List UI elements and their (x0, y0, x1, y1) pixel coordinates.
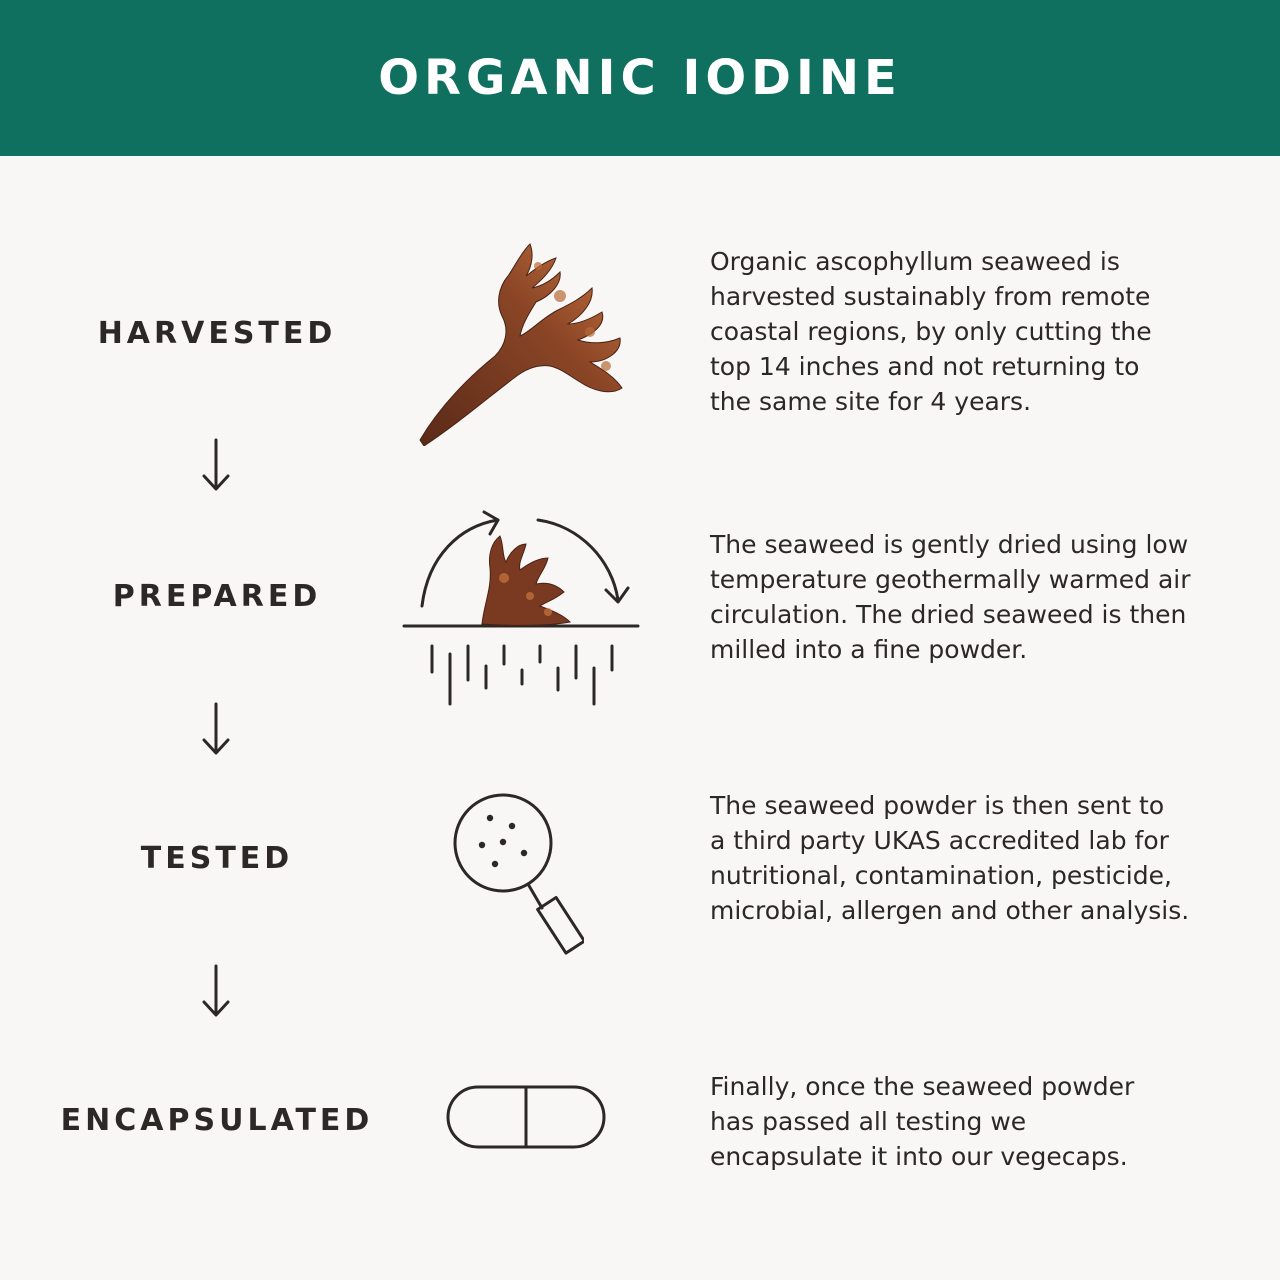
magnifying-glass-icon (450, 790, 584, 962)
page-title: ORGANIC IODINE (378, 50, 902, 106)
step-label-prepared: PREPARED (112, 579, 322, 614)
step-label-encapsulated: ENCAPSULATED (60, 1103, 374, 1138)
capsule-icon (444, 1082, 608, 1152)
step-description-encapsulated: Finally, once the seaweed powder has passed all testing we encapsulate it into our vegecaps. (710, 1072, 1135, 1171)
step-label-tested: TESTED (140, 841, 294, 876)
drying-seaweed-icon (400, 508, 644, 710)
arrow-down-icon (196, 700, 236, 758)
seaweed-icon (410, 236, 640, 446)
arrow-down-icon (196, 436, 236, 494)
header-banner (0, 0, 1280, 156)
step-label-harvested: HARVESTED (97, 316, 337, 351)
step-description-tested: The seaweed powder is then sent to a third party UKAS accredited lab for nutritional, contamination, pesticide, microbial, allergen and other analysis. (710, 791, 1190, 925)
step-description-harvested: Organic ascophyllum seaweed is harvested sustainably from remote coastal regions, by only cutting the top 14 inches and not returning to the same site for 4 years. (710, 247, 1152, 416)
arrow-down-icon (196, 962, 236, 1020)
step-description-prepared: The seaweed is gently dried using low temperature geothermally warmed air circulation. The dried seaweed is then milled into a fine powder. (710, 530, 1191, 664)
